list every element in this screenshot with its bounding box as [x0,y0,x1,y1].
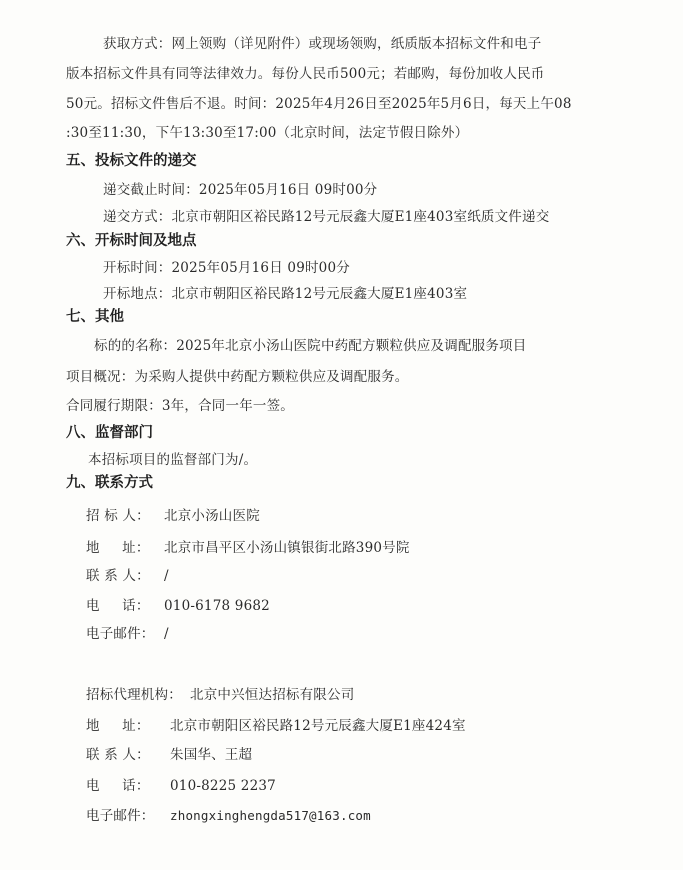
section-8-heading: 八、监督部门 [66,425,153,441]
agent-address-label: 地 址： [86,718,150,734]
section-6-heading: 六、开标时间及地点 [66,233,197,249]
agent-name-row [86,686,354,704]
buyer-name-value: 北京小汤山医院 [164,508,260,524]
agent-contact-row [86,746,252,764]
project-overview: 项目概况：为采购人提供中药配方颗粒供应及调配服务。 [66,369,409,385]
buyer-address-value: 北京市昌平区小汤山镇银街北路390号院 [164,540,410,556]
opening-time: 开标时间：2025年05月16日 09时00分 [103,260,350,276]
acquisition-line-4: :30至11:30，下午13:30至17:00（北京时间，法定节假日除外） [66,125,469,141]
agent-email-row [86,807,371,825]
buyer-email-row [86,625,169,643]
supervision-text: 本招标项目的监督部门为/。 [88,452,258,468]
buyer-name-row [86,507,260,525]
acquisition-line-3: 50元。招标文件售后不退。时间：2025年4月26日至2025年5月6日，每天上午08 [66,96,572,112]
buyer-contact-value: / [164,568,169,584]
agent-phone-value: 010-8225 2237 [170,778,276,794]
subject-name: 标的的名称：2025年北京小汤山医院中药配方颗粒供应及调配服务项目 [94,338,527,354]
buyer-address-row [86,539,410,557]
buyer-phone-row [86,597,270,615]
submission-deadline: 递交截止时间：2025年05月16日 09时00分 [103,182,378,198]
contract-period: 合同履行期限：3年，合同一年一签。 [66,398,294,414]
section-9-heading: 九、联系方式 [66,475,153,491]
agent-phone-row [86,777,276,795]
buyer-name-label: 招 标 人： [86,508,150,524]
section-7-heading: 七、其他 [66,309,124,325]
acquisition-line-2: 版本招标文件具有同等法律效力。每份人民币500元；若邮购，每份加收人民币 [66,66,545,82]
agent-name-label: 招标代理机构： [86,687,182,703]
agent-email-label: 电子邮件： [86,808,155,824]
buyer-phone-label: 电 话： [86,598,150,614]
agent-address-row [86,717,466,735]
section-5-heading: 五、投标文件的递交 [66,153,197,169]
buyer-phone-value: 010-6178 9682 [164,598,270,614]
buyer-contact-label: 联 系 人： [86,568,150,584]
agent-phone-label: 电 话： [86,778,150,794]
agent-contact-label: 联 系 人： [86,747,150,763]
acquisition-line-1: 获取方式：网上领购（详见附件）或现场领购，纸质版本招标文件和电子 [103,36,542,52]
buyer-contact-row [86,567,169,585]
agent-address-value: 北京市朝阳区裕民路12号元辰鑫大厦E1座424室 [170,718,466,734]
buyer-email-label: 电子邮件： [86,626,155,642]
buyer-email-value: / [164,626,169,642]
agent-name-value: 北京中兴恒达招标有限公司 [190,687,355,703]
agent-email-value: zhongxinghengda517@163.com [170,808,371,823]
submission-method: 递交方式：北京市朝阳区裕民路12号元辰鑫大厦E1座403室纸质文件递交 [103,209,550,225]
opening-place: 开标地点：北京市朝阳区裕民路12号元辰鑫大厦E1座403室 [103,286,468,302]
agent-contact-value: 朱国华、王超 [170,747,253,763]
buyer-address-label: 地 址： [86,540,150,556]
